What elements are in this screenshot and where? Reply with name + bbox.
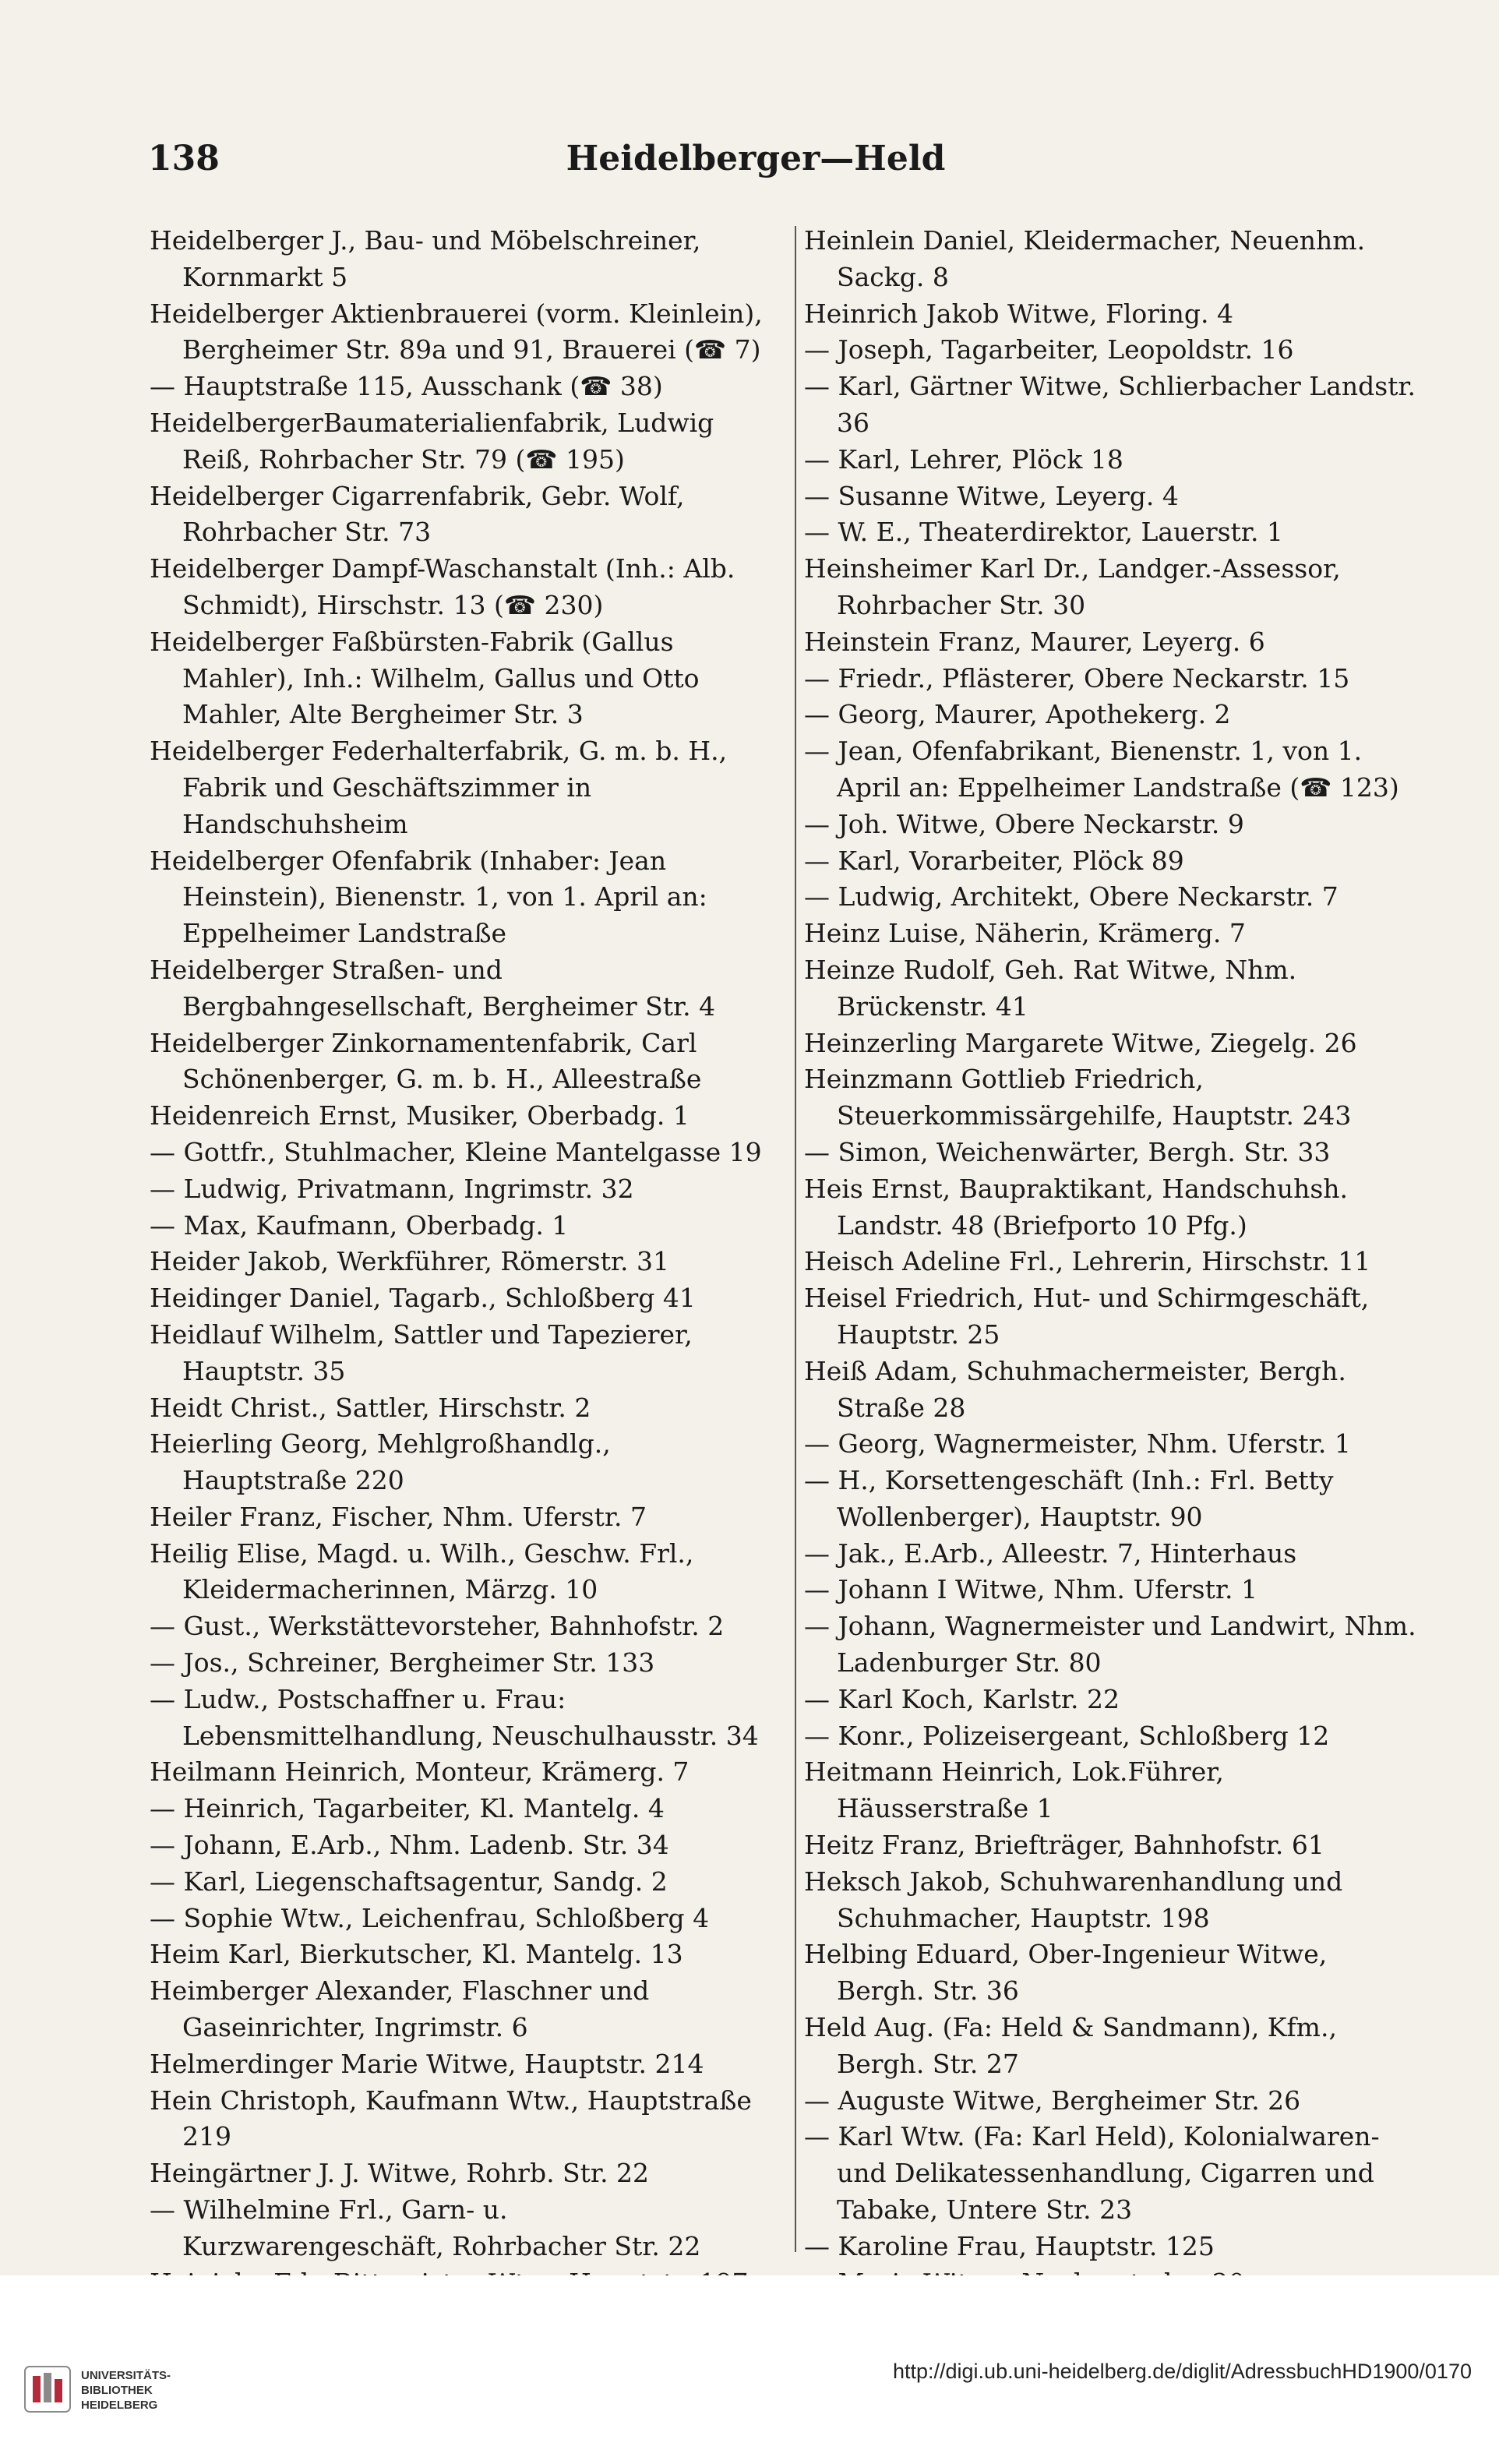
page-number: 138 (148, 139, 220, 178)
directory-entry: Heinstein Franz, Maurer, Leyerg. 6 (804, 626, 1265, 657)
directory-entry: Heinze Rudolf, Geh. Rat Witwe, Nhm. Brückenstr. 41 (804, 954, 1297, 1022)
directory-entry: — Heinrich, Tagarbeiter, Kl. Mantelg. 4 (150, 1793, 665, 1824)
directory-entry: Heiler Franz, Fischer, Nhm. Uferstr. 7 (150, 1501, 647, 1532)
directory-entry: Heidelberger J., Bau- und Möbelschreiner, Kornmarkt 5 (150, 225, 701, 292)
directory-entry: Heilig Elise, Magd. u. Wilh., Geschw. Frl., Kleidermacherinnen, Märzg. 10 (150, 1537, 694, 1605)
directory-entry: Heiß Adam, Schuhmachermeister, Bergh. Straße 28 (804, 1355, 1346, 1423)
directory-entry: Heitz Franz, Briefträger, Bahnhofstr. 61 (804, 1830, 1324, 1861)
directory-entry: — Friedr., Pflästerer, Obere Neckarstr. 15 (804, 662, 1350, 694)
directory-entry: — Susanne Witwe, Leyerg. 4 (804, 480, 1179, 511)
directory-entry: — Karl, Gärtner Witwe, Schlierbacher Landstr. 36 (804, 371, 1416, 438)
directory-entry: Heidelberger Aktienbrauerei (vorm. Kleinlein), Bergheimer Str. 89a und 91, Brauerei (☎ 7) (150, 298, 763, 365)
library-logo[interactable] (23, 2357, 179, 2429)
directory-entry: Heksch Jakob, Schuhwarenhandlung und Schuhmacher, Hauptstr. 198 (804, 1866, 1343, 1933)
directory-entry: — Jos., Schreiner, Bergheimer Str. 133 (150, 1647, 655, 1679)
directory-entry: — Johann, E.Arb., Nhm. Ladenb. Str. 34 (150, 1830, 669, 1861)
page-footer (0, 2275, 1499, 2464)
running-head: Heidelberger—Held (566, 139, 946, 178)
directory-entry: — Joseph, Tagarbeiter, Leopoldstr. 16 (804, 334, 1294, 365)
directory-entry: — Auguste Witwe, Bergheimer Str. 26 (804, 2085, 1301, 2116)
directory-entry: — Gust., Werkstättevorsteher, Bahnhofstr. 2 (150, 1611, 725, 1642)
directory-entry: Helmerdinger Marie Witwe, Hauptstr. 214 (150, 2048, 704, 2079)
directory-entry: — Johann, Wagnermeister und Landwirt, Nhm. Ladenburger Str. 80 (804, 1611, 1416, 1679)
library-name-line: BIBLIOTHEK (81, 2384, 153, 2397)
directory-entry: — W. E., Theaterdirektor, Lauerstr. 1 (804, 517, 1283, 548)
directory-entry: — Karl, Vorarbeiter, Plöck 89 (804, 845, 1184, 876)
directory-entry: — Gottfr., Stuhlmacher, Kleine Mantelgasse 19 (150, 1136, 762, 1167)
library-name (81, 2368, 171, 2413)
directory-entry: Heidelberger Federhalterfabrik, G. m. b. H., Fabrik und Geschäftszimmer in Handschuhsheim (150, 736, 728, 839)
directory-entry: Heinzmann Gottlieb Friedrich, Steuerkommissärgehilfe, Hauptstr. 243 (804, 1064, 1352, 1131)
directory-entry: — Karl, Lehrer, Plöck 18 (804, 443, 1123, 475)
directory-entry: — Karl Koch, Karlstr. 22 (804, 1683, 1120, 1714)
directory-entry: Heim Karl, Bierkutscher, Kl. Mantelg. 13 (150, 1939, 683, 1970)
directory-entry: Heidelberger Dampf-Waschanstalt (Inh.: Alb. Schmidt), Hirschstr. 13 (☎ 230) (150, 553, 735, 620)
column-divider (795, 226, 796, 2252)
directory-entry: Heimberger Alexander, Flaschner und Gaseinrichter, Ingrimstr. 6 (150, 1975, 650, 2043)
directory-entry: — Joh. Witwe, Obere Neckarstr. 9 (804, 808, 1244, 839)
directory-entry: Heierling Georg, Mehlgroßhandlg., Hauptstraße 220 (150, 1428, 611, 1496)
directory-entry: — Jak., E.Arb., Alleestr. 7, Hinterhaus (804, 1537, 1297, 1569)
directory-entry: — H., Korsettengeschäft (Inh.: Frl. Betty Wollenberger), Hauptstr. 90 (804, 1465, 1334, 1532)
directory-entry: — Wilhelmine Frl., Garn- u. Kurzwarengeschäft, Rohrbacher Str. 22 (150, 2194, 701, 2261)
directory-entry: — Ludw., Postschaffner u. Frau: Lebensmittelhandlung, Neuschulhausstr. 34 (150, 1683, 759, 1751)
directory-entry: Heingärtner J. J. Witwe, Rohrb. Str. 22 (150, 2158, 650, 2189)
directory-entry: — Sophie Wtw., Leichenfrau, Schloßberg 4 (150, 1902, 710, 1933)
directory-entry: Heisch Adeline Frl., Lehrerin, Hirschstr. 11 (804, 1246, 1371, 1277)
directory-entry: Heidelberger Straßen- und Bergbahngesellschaft, Bergheimer Str. 4 (150, 954, 716, 1022)
directory-entry: — Ludwig, Architekt, Obere Neckarstr. 7 (804, 881, 1339, 913)
directory-entry: Heidt Christ., Sattler, Hirschstr. 2 (150, 1392, 591, 1423)
directory-entry: — Georg, Wagnermeister, Nhm. Uferstr. 1 (804, 1428, 1351, 1460)
directory-entry: Held Aug. (Fa: Held & Sandmann), Kfm., Bergh. Str. 27 (804, 2012, 1337, 2079)
directory-entry: — Jean, Ofenfabrikant, Bienenstr. 1, von 1. April an: Eppelheimer Landstraße (☎ 123) (804, 736, 1399, 803)
directory-entry: — Karl Wtw. (Fa: Karl Held), Kolonialwaren- und Delikatessenhandlung, Cigarren und Tabake, Untere Str. 23 (804, 2121, 1380, 2226)
directory-entry: Heidinger Daniel, Tagarb., Schloßberg 41 (150, 1283, 696, 1314)
university-library-logo-icon (23, 2365, 72, 2413)
directory-entry: Heinz Luise, Näherin, Krämerg. 7 (804, 918, 1246, 949)
source-url[interactable]: http://digi.ub.uni-heidelberg.de/diglit/AdressbuchHD1900/0170 (892, 2360, 1472, 2383)
directory-entry: Heinzerling Margarete Witwe, Ziegelg. 26 (804, 1027, 1357, 1058)
library-name-line: HEIDELBERG (81, 2399, 158, 2412)
directory-entry: Hein Christoph, Kaufmann Wtw., Hauptstraße 219 (150, 2085, 752, 2152)
directory-entry: Heinlein Daniel, Kleidermacher, Neuenhm. Sackg. 8 (804, 225, 1366, 292)
directory-entry: — Ludwig, Privatmann, Ingrimstr. 32 (150, 1173, 634, 1204)
directory-entry: Heidlauf Wilhelm, Sattler und Tapezierer, Hauptstr. 35 (150, 1318, 693, 1386)
directory-entry: Heis Ernst, Baupraktikant, Handschuhsh. Landstr. 48 (Briefporto 10 Pfg.) (804, 1173, 1348, 1241)
directory-entry: — Simon, Weichenwärter, Bergh. Str. 33 (804, 1136, 1331, 1167)
directory-entry: Heidelberger Zinkornamentenfabrik, Carl Schönenberger, G. m. b. H., Alleestraße (150, 1027, 702, 1095)
directory-entry: Heitmann Heinrich, Lok.Führer, Häusserstraße 1 (804, 1756, 1224, 1824)
directory-entry: — Georg, Maurer, Apothekerg. 2 (804, 699, 1231, 730)
left-column (150, 223, 765, 2272)
directory-entry: — Johann I Witwe, Nhm. Uferstr. 1 (804, 1574, 1257, 1605)
directory-entry: Heidenreich Ernst, Musiker, Oberbadg. 1 (150, 1100, 690, 1131)
directory-entry: — Hauptstraße 115, Ausschank (☎ 38) (150, 371, 663, 402)
directory-entry: Heidelberger Cigarrenfabrik, Gebr. Wolf, Rohrbacher Str. 73 (150, 480, 685, 548)
directory-entry: — Max, Kaufmann, Oberbadg. 1 (150, 1209, 569, 1241)
library-name-line: UNIVERSITÄTS- (81, 2369, 171, 2382)
directory-entry: Heilmann Heinrich, Monteur, Krämerg. 7 (150, 1756, 690, 1788)
directory-entry: Helbing Eduard, Ober-Ingenieur Witwe, Bergh. Str. 36 (804, 1939, 1328, 2007)
page-header (148, 139, 1363, 185)
directory-entry: HeidelbergerBaumaterialienfabrik, Ludwig Reiß, Rohrbacher Str. 79 (☎ 195) (150, 407, 714, 475)
directory-entry: Heidelberger Faßbürsten-Fabrik (Gallus Mahler), Inh.: Wilhelm, Gallus und Otto Mahler, Alte Bergheimer Str. 3 (150, 626, 700, 730)
directory-entry: — Karoline Frau, Hauptstr. 125 (804, 2230, 1215, 2261)
directory-entry: — Karl, Liegenschaftsagentur, Sandg. 2 (150, 1866, 668, 1897)
directory-entry: Heider Jakob, Werkführer, Römerstr. 31 (150, 1246, 669, 1277)
directory-entry: Heidelberger Ofenfabrik (Inhaber: Jean Heinstein), Bienenstr. 1, von 1. April an: Eppelheimer Landstraße (150, 845, 707, 949)
directory-entry: — Konr., Polizeisergeant, Schloßberg 12 (804, 1720, 1330, 1751)
directory-entry: Heinrich Jakob Witwe, Floring. 4 (804, 298, 1233, 329)
right-column (804, 223, 1420, 2272)
directory-entry: Heisel Friedrich, Hut- und Schirmgeschäft, Hauptstr. 25 (804, 1283, 1370, 1350)
directory-entry: Heinsheimer Karl Dr., Landger.-Assessor, Rohrbacher Str. 30 (804, 553, 1341, 620)
